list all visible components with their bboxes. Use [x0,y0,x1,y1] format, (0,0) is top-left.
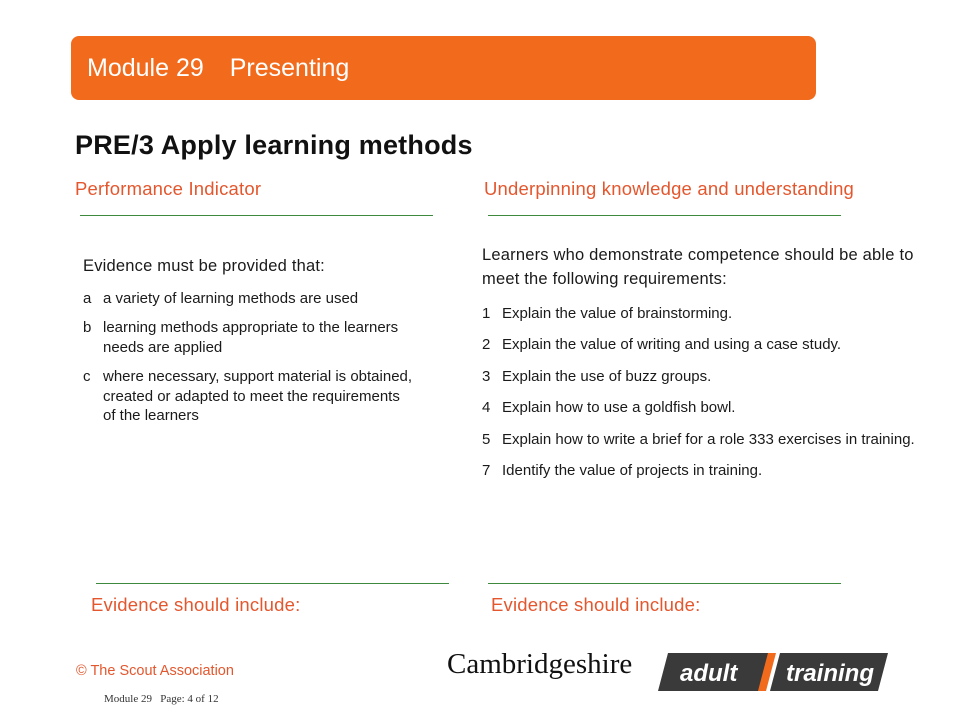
evidence-heading-right: Evidence should include: [491,594,701,615]
county-name: Cambridgeshire [447,648,633,680]
divider-left-bottom [96,583,449,584]
list-item: b learning methods appropriate to the learners needs are applied [83,319,399,356]
list-item: 4 Explain how to use a goldfish bowl. [482,399,736,417]
logo-word-training: training [786,660,874,687]
divider-left-top [80,215,433,216]
performance-indicator-heading: Performance Indicator [75,178,262,199]
logo-word-adult: adult [680,660,738,687]
performance-indicator-section [83,255,433,436]
divider-right-bottom [488,583,841,584]
page-number: Module 29 Page: 4 of 12 [104,693,219,705]
module-number: Module 29 [87,53,204,82]
list-item: c where necessary, support material is obtained, created or adapted to meet the requirements of the learners [83,368,413,425]
list-item: a a variety of learning methods are used [83,289,359,307]
underpinning-knowledge-section [482,244,944,493]
module-banner [71,36,816,100]
underpinning-knowledge-heading: Underpinning knowledge and understanding [484,178,855,199]
copyright-notice: © The Scout Association [76,663,234,679]
list-item: 7 Identify the value of projects in training. [482,462,763,480]
evidence-heading-left: Evidence should include: [91,594,301,615]
adult-training-logo [658,647,890,697]
page-title: PRE/3 Apply learning methods [75,130,473,160]
list-item: 2 Explain the value of writing and using a case study. [482,336,842,354]
right-lead: Learners who demonstrate competence should be able to meet the following requirements: [482,246,914,288]
list-item: 1 Explain the value of brainstorming. [482,304,733,322]
list-item: 5 Explain how to write a brief for a role 333 exercises in training. [482,430,915,448]
module-subject: Presenting [229,53,350,82]
divider-right-top [488,215,841,216]
list-item: 3 Explain the use of buzz groups. [482,367,712,385]
left-lead: Evidence must be provided that: [83,257,325,275]
